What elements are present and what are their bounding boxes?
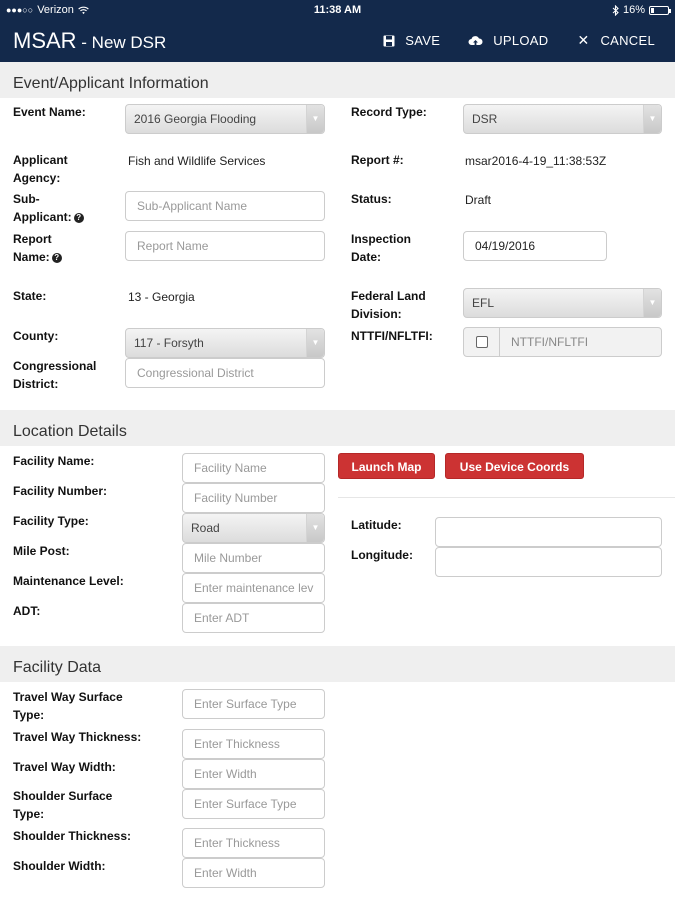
status-bar (0, 0, 675, 20)
status-right (612, 4, 669, 16)
upload-label: UPLOAD (493, 33, 549, 48)
latitude-label: Latitude: (351, 518, 402, 532)
sh-surface-label-line1: Shoulder Surface (13, 789, 113, 803)
header-actions (383, 32, 655, 49)
facility-name-label: Facility Name: (13, 454, 95, 468)
cancel-button[interactable] (576, 32, 655, 49)
cancel-label: CANCEL (600, 33, 655, 48)
coords-divider (338, 497, 675, 498)
nttfi-checkbox[interactable] (476, 336, 488, 348)
federal-land-division-select[interactable] (463, 288, 662, 318)
fld-label-line2: Division: (351, 307, 402, 321)
mile-post-label: Mile Post: (13, 544, 70, 558)
record-type-select[interactable] (463, 104, 662, 134)
sh-surface-label-line2: Type: (13, 807, 45, 821)
page-title (13, 28, 166, 54)
cong-label-line1: Congressional (13, 359, 97, 373)
congressional-district-label (13, 357, 96, 393)
inspection-date-input[interactable]: 04/19/2016 (463, 231, 607, 261)
applicant-label-line2: Agency: (13, 171, 61, 185)
facility-type-value: Road (191, 521, 220, 535)
sub-applicant-label (13, 190, 84, 226)
record-type-value: DSR (472, 112, 498, 126)
sh-surface-type-input[interactable]: Enter Surface Type (182, 789, 325, 819)
section-title: Event/Applicant Information (13, 75, 209, 92)
use-device-coords-button[interactable]: Use Device Coords (445, 453, 584, 479)
facility-number-label: Facility Number: (13, 484, 108, 498)
help-icon[interactable]: ? (52, 253, 62, 263)
latitude-input[interactable] (435, 517, 662, 547)
section-facility-data (0, 646, 675, 682)
inspection-date-label (351, 230, 411, 266)
county-value: 117 - Forsyth (134, 336, 204, 350)
applicant-agency-value: Fish and Wildlife Services (128, 154, 266, 168)
maintenance-level-input[interactable]: Enter maintenance lev (182, 573, 325, 603)
upload-button[interactable] (468, 32, 548, 49)
facility-type-select[interactable] (182, 513, 325, 543)
event-name-select[interactable] (125, 104, 325, 134)
app-name: MSAR (13, 28, 77, 53)
sh-thickness-label: Shoulder Thickness: (13, 829, 132, 843)
battery-fill (651, 8, 654, 13)
tw-surface-label-line2: Type: (13, 708, 45, 722)
sub-applicant-label-line1: Sub- (13, 192, 40, 206)
adt-label: ADT: (13, 604, 41, 618)
fld-value: EFL (472, 296, 495, 310)
tw-thickness-input[interactable]: Enter Thickness (182, 729, 325, 759)
section-title: Location Details (13, 423, 127, 440)
save-label: SAVE (405, 33, 441, 48)
nttfi-label: NTTFI/NFLTFI: (351, 329, 433, 343)
launch-map-button[interactable]: Launch Map (338, 453, 435, 479)
battery-percent: 16% (622, 4, 645, 16)
facility-name-input[interactable]: Facility Name (182, 453, 325, 483)
sub-applicant-input[interactable]: Sub-Applicant Name (125, 191, 325, 221)
tw-width-label: Travel Way Width: (13, 760, 116, 774)
report-name-input[interactable]: Report Name (125, 231, 325, 261)
sh-thickness-input[interactable]: Enter Thickness (182, 828, 325, 858)
chevron-down-icon: ▼ (306, 105, 324, 133)
applicant-label-line1: Applicant (13, 153, 68, 167)
sub-applicant-label-line2: Applicant: (13, 210, 72, 224)
app-header (0, 20, 675, 62)
help-icon[interactable]: ? (74, 213, 84, 223)
save-button[interactable] (383, 32, 440, 49)
mile-post-input[interactable]: Mile Number (182, 543, 325, 573)
cong-label-line2: District: (13, 377, 59, 391)
longitude-label: Longitude: (351, 548, 413, 562)
record-type-label: Record Type: (351, 105, 427, 119)
page-name: New DSR (91, 33, 167, 52)
chevron-down-icon: ▼ (643, 105, 661, 133)
chevron-down-icon: ▼ (643, 289, 661, 317)
event-name-label: Event Name: (13, 105, 86, 119)
report-number-value: msar2016-4-19_11:38:53Z (465, 154, 607, 168)
battery-icon (649, 6, 669, 15)
state-value: 13 - Georgia (128, 290, 195, 304)
report-number-label: Report #: (351, 153, 404, 167)
report-name-label-line1: Report (13, 232, 52, 246)
sh-surface-type-label (13, 787, 112, 823)
save-icon (383, 35, 395, 47)
applicant-agency-label (13, 151, 68, 187)
sh-width-input[interactable]: Enter Width (182, 858, 325, 888)
tw-width-input[interactable]: Enter Width (182, 759, 325, 789)
carrier-name: Verizon (37, 4, 74, 16)
tw-thickness-label: Travel Way Thickness: (13, 730, 142, 744)
status-value: Draft (465, 193, 492, 207)
county-select[interactable] (125, 328, 325, 358)
maintenance-level-label: Maintenance Level: (13, 574, 124, 588)
sh-width-label: Shoulder Width: (13, 859, 106, 873)
facility-type-label: Facility Type: (13, 514, 89, 528)
nttfi-checkbox-wrap (464, 328, 500, 356)
fld-label-line1: Federal Land (351, 289, 426, 303)
federal-land-division-label (351, 287, 426, 323)
section-event-applicant (0, 62, 675, 98)
adt-input[interactable]: Enter ADT (182, 603, 325, 633)
chevron-down-icon: ▼ (306, 329, 324, 357)
tw-surface-label-line1: Travel Way Surface (13, 690, 123, 704)
tw-surface-type-input[interactable]: Enter Surface Type (182, 689, 325, 719)
congressional-district-input[interactable]: Congressional District (125, 358, 325, 388)
status-label: Status: (351, 192, 392, 206)
section-title: Facility Data (13, 659, 102, 676)
report-name-label-line2: Name: (13, 250, 50, 264)
facility-number-input[interactable]: Facility Number (182, 483, 325, 513)
state-label: State: (13, 289, 47, 303)
longitude-input[interactable] (435, 547, 662, 577)
status-time: 11:38 AM (313, 4, 362, 16)
nttfi-input[interactable]: NTTFI/NFLTFI (511, 335, 589, 349)
section-location-details (0, 410, 675, 446)
county-label: County: (13, 329, 59, 343)
inspection-label-line1: Inspection (351, 232, 412, 246)
report-name-label (13, 230, 62, 266)
cloud-upload-icon (468, 35, 483, 47)
inspection-label-line2: Date: (351, 250, 382, 264)
chevron-down-icon: ▼ (306, 514, 324, 542)
signal-strength: ●●●○○ (6, 5, 34, 15)
nttfi-input-group (463, 327, 662, 357)
tw-surface-type-label (13, 688, 123, 724)
bluetooth-icon (612, 5, 619, 16)
close-icon: ✕ (577, 32, 590, 48)
title-separator: - (76, 33, 92, 52)
event-name-value: 2016 Georgia Flooding (134, 112, 257, 126)
